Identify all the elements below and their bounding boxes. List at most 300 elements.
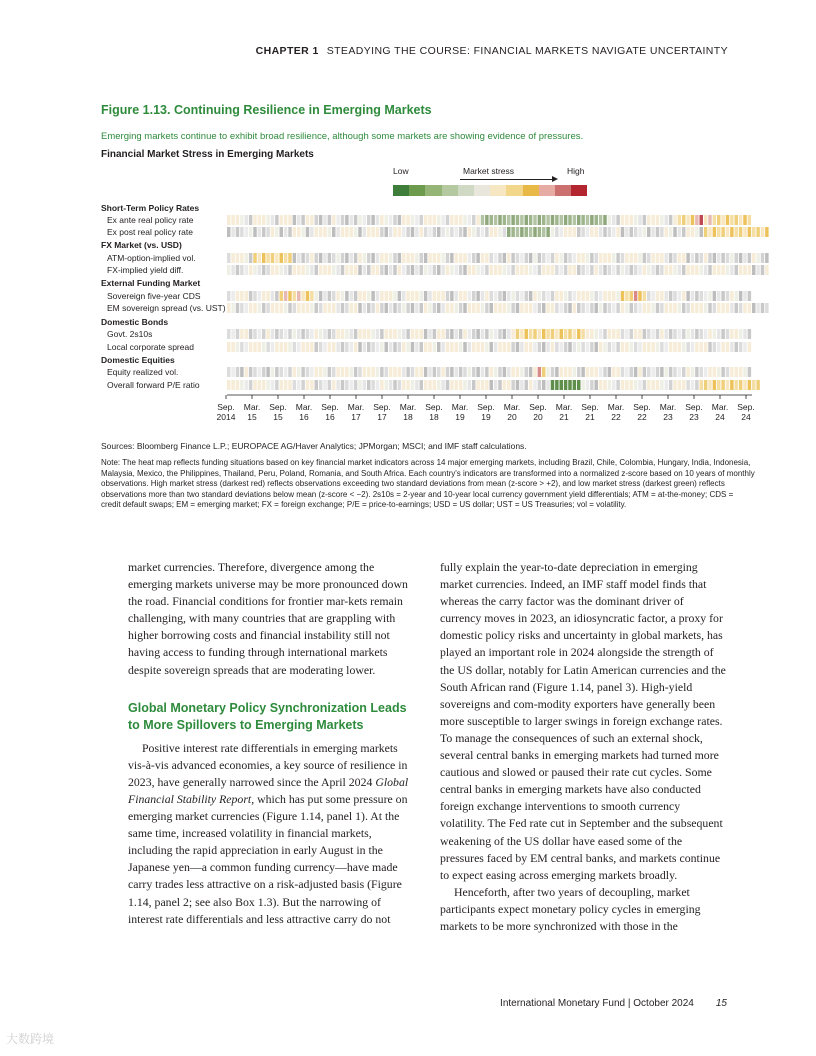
heatmap-cell bbox=[520, 329, 523, 339]
heatmap-cell bbox=[590, 265, 593, 275]
heatmap-cell bbox=[367, 253, 370, 263]
heatmap-cell bbox=[612, 303, 615, 313]
heatmap-cell bbox=[717, 291, 720, 301]
heatmap-cell bbox=[704, 215, 707, 225]
heatmap-cell bbox=[450, 215, 453, 225]
heatmap-cell bbox=[564, 329, 567, 339]
heatmap-cell bbox=[511, 265, 514, 275]
heatmap-cell bbox=[686, 380, 689, 390]
heatmap-cell bbox=[424, 329, 427, 339]
heatmap-cell bbox=[603, 253, 606, 263]
heatmap-cell bbox=[616, 291, 619, 301]
heatmap-cell bbox=[258, 291, 261, 301]
heatmap-cell bbox=[634, 342, 637, 352]
heatmap-cell bbox=[581, 380, 584, 390]
heatmap-cell bbox=[315, 291, 318, 301]
heatmap-cell bbox=[485, 291, 488, 301]
heatmap-cell bbox=[297, 265, 300, 275]
heatmap-cell bbox=[555, 291, 558, 301]
heatmap-cell bbox=[288, 329, 291, 339]
heatmap-cell bbox=[420, 215, 423, 225]
heatmap-cell bbox=[542, 380, 545, 390]
heatmap-cell bbox=[345, 342, 348, 352]
heatmap-cell bbox=[704, 227, 707, 237]
heatmap-cell bbox=[288, 303, 291, 313]
heatmap-cell bbox=[306, 227, 309, 237]
heatmap-cell bbox=[428, 303, 431, 313]
heatmap-cell bbox=[336, 380, 339, 390]
heatmap-cell bbox=[577, 227, 580, 237]
heatmap-cell bbox=[245, 253, 248, 263]
heatmap-cell bbox=[686, 227, 689, 237]
heatmap-cell bbox=[669, 227, 672, 237]
heatmap-cell bbox=[586, 329, 589, 339]
heatmap-cell bbox=[748, 291, 751, 301]
heatmap-cell bbox=[275, 303, 278, 313]
heatmap-cell bbox=[319, 367, 322, 377]
heatmap-cell bbox=[503, 380, 506, 390]
heatmap-cell bbox=[323, 367, 326, 377]
heatmap-cell bbox=[258, 227, 261, 237]
heatmap-cell bbox=[756, 227, 759, 237]
heatmap-cell bbox=[341, 265, 344, 275]
heatmap-cell bbox=[634, 380, 637, 390]
heatmap-cell bbox=[323, 227, 326, 237]
heatmap-cell bbox=[730, 265, 733, 275]
heatmap-cell bbox=[651, 367, 654, 377]
heatmap-cell bbox=[284, 303, 287, 313]
heatmap-cell bbox=[630, 380, 633, 390]
heatmap-cell bbox=[625, 253, 628, 263]
heatmap-cell bbox=[520, 380, 523, 390]
heatmap-cell bbox=[437, 342, 440, 352]
heatmap-cell bbox=[638, 215, 641, 225]
heatmap-cell bbox=[288, 215, 291, 225]
x-tick-month: Mar. bbox=[607, 402, 625, 412]
heatmap-cell bbox=[678, 329, 681, 339]
heatmap-cell bbox=[258, 367, 261, 377]
heatmap-cell bbox=[367, 367, 370, 377]
heatmap-cell bbox=[568, 253, 571, 263]
heatmap-cell bbox=[686, 329, 689, 339]
heatmap-cell bbox=[371, 265, 374, 275]
heatmap-cell bbox=[411, 215, 414, 225]
heatmap-cell bbox=[651, 329, 654, 339]
heatmap-cell bbox=[468, 329, 471, 339]
heatmap-cell bbox=[380, 265, 383, 275]
heatmap-cell bbox=[577, 380, 580, 390]
heatmap-cell bbox=[446, 253, 449, 263]
heatmap-cell bbox=[433, 215, 436, 225]
row-label: Govt. 2s10s bbox=[107, 329, 153, 339]
heatmap-cell bbox=[345, 303, 348, 313]
row-label: FX-implied yield diff. bbox=[107, 265, 184, 275]
heatmap-cell bbox=[546, 215, 549, 225]
heatmap-cell bbox=[612, 253, 615, 263]
heatmap-cell bbox=[301, 329, 304, 339]
heatmap-cell bbox=[752, 265, 755, 275]
heatmap-cell bbox=[363, 329, 366, 339]
heatmap-cell bbox=[441, 303, 444, 313]
heatmap-cell bbox=[490, 227, 493, 237]
heatmap-cell bbox=[468, 342, 471, 352]
legend-stress-label: Market stress bbox=[463, 166, 515, 176]
heatmap-cell bbox=[630, 367, 633, 377]
heatmap-cell bbox=[437, 303, 440, 313]
heatmap-cell bbox=[516, 367, 519, 377]
heatmap-cell bbox=[350, 215, 353, 225]
heatmap-cell bbox=[490, 253, 493, 263]
figure-subtitle: Emerging markets continue to exhibit broad resilience, although some markets are showing evidence of pressures. bbox=[101, 131, 584, 142]
heatmap-cell bbox=[332, 265, 335, 275]
heatmap-cell bbox=[463, 342, 466, 352]
heatmap-cell bbox=[490, 329, 493, 339]
heatmap-cell bbox=[700, 265, 703, 275]
heatmap-cell bbox=[385, 253, 388, 263]
paragraph bbox=[128, 740, 418, 928]
heatmap-cell bbox=[695, 367, 698, 377]
heatmap-cell bbox=[630, 265, 633, 275]
heatmap-cell bbox=[253, 227, 256, 237]
heatmap-cell bbox=[389, 265, 392, 275]
heatmap-cell bbox=[713, 380, 716, 390]
heatmap-cell bbox=[643, 227, 646, 237]
heatmap-cell bbox=[595, 329, 598, 339]
heatmap-cell bbox=[647, 342, 650, 352]
chapter-title: STEADYING THE COURSE: FINANCIAL MARKETS NAVIGATE UNCERTAINTY bbox=[326, 45, 728, 57]
heatmap-cell bbox=[332, 215, 335, 225]
heatmap-cell bbox=[564, 215, 567, 225]
heatmap-cell bbox=[288, 342, 291, 352]
heatmap-cell bbox=[739, 227, 742, 237]
heatmap-cell bbox=[546, 227, 549, 237]
heatmap-cell bbox=[651, 265, 654, 275]
heatmap-cell bbox=[437, 329, 440, 339]
heatmap-cell bbox=[555, 367, 558, 377]
heatmap-cell bbox=[280, 380, 283, 390]
heatmap-cell bbox=[739, 253, 742, 263]
heatmap-cell bbox=[621, 265, 624, 275]
chart-title: Financial Market Stress in Emerging Markets bbox=[101, 149, 314, 160]
heatmap-cell bbox=[231, 329, 234, 339]
heatmap-cell bbox=[319, 291, 322, 301]
heatmap-cell bbox=[354, 380, 357, 390]
x-tick-year: 19 bbox=[481, 412, 491, 422]
x-tick-month: Sep. bbox=[217, 402, 235, 412]
heatmap-cell bbox=[420, 291, 423, 301]
heatmap-cell bbox=[586, 253, 589, 263]
heatmap-cell bbox=[529, 227, 532, 237]
heatmap-cell bbox=[472, 227, 475, 237]
heatmap-cell bbox=[227, 291, 230, 301]
heatmap-cell bbox=[385, 342, 388, 352]
heatmap-cell bbox=[411, 253, 414, 263]
heatmap-cell bbox=[459, 303, 462, 313]
heatmap-cell bbox=[721, 253, 724, 263]
heatmap-cell bbox=[433, 265, 436, 275]
heatmap-cell bbox=[730, 253, 733, 263]
heatmap-cell bbox=[555, 342, 558, 352]
heatmap-cell bbox=[682, 265, 685, 275]
heatmap-cell bbox=[765, 253, 768, 263]
heatmap-cell bbox=[315, 227, 318, 237]
heatmap-cell bbox=[634, 367, 637, 377]
heatmap-cell bbox=[643, 291, 646, 301]
heatmap-cell bbox=[551, 303, 554, 313]
heatmap-cell bbox=[341, 367, 344, 377]
x-tick-year: 21 bbox=[585, 412, 595, 422]
heatmap-cell bbox=[310, 367, 313, 377]
heatmap-cell bbox=[568, 227, 571, 237]
heatmap-cell bbox=[520, 367, 523, 377]
heatmap-cell bbox=[665, 253, 668, 263]
paragraph-text: Positive interest rate differentials in emerging markets vis-à-vis advanced economies, a key source of resilience in 2023, have generally narrowed since the April 2024 bbox=[128, 740, 408, 789]
heatmap-cell bbox=[468, 367, 471, 377]
heatmap-cell bbox=[608, 329, 611, 339]
heatmap-cell bbox=[647, 253, 650, 263]
heatmap-cell bbox=[481, 215, 484, 225]
heatmap-cell bbox=[708, 227, 711, 237]
heatmap-cell bbox=[739, 342, 742, 352]
heatmap-cell bbox=[752, 253, 755, 263]
heatmap-cell bbox=[288, 253, 291, 263]
heatmap-cell bbox=[739, 265, 742, 275]
group-label: External Funding Market bbox=[101, 278, 201, 288]
heatmap-cell bbox=[643, 329, 646, 339]
heatmap-cell bbox=[288, 380, 291, 390]
heatmap-cell bbox=[538, 215, 541, 225]
x-tick-month: Mar. bbox=[347, 402, 365, 412]
heatmap-cell bbox=[424, 367, 427, 377]
heatmap-cell bbox=[389, 215, 392, 225]
heatmap-cell bbox=[568, 367, 571, 377]
heatmap-cell bbox=[398, 380, 401, 390]
heatmap-cell bbox=[306, 380, 309, 390]
heatmap-cell bbox=[511, 291, 514, 301]
heatmap-cell bbox=[481, 227, 484, 237]
heatmap-cell bbox=[625, 380, 628, 390]
heatmap-cell bbox=[516, 253, 519, 263]
heatmap-cell bbox=[525, 329, 528, 339]
heatmap-cell bbox=[411, 329, 414, 339]
heatmap-cell bbox=[577, 342, 580, 352]
heatmap-cell bbox=[249, 342, 252, 352]
heatmap-cell bbox=[481, 253, 484, 263]
heatmap-cell bbox=[441, 291, 444, 301]
heatmap-cell bbox=[446, 227, 449, 237]
heatmap-cell bbox=[564, 253, 567, 263]
heatmap-cell bbox=[341, 215, 344, 225]
heatmap-cell bbox=[516, 329, 519, 339]
heatmap-cell bbox=[529, 380, 532, 390]
heatmap-cell bbox=[262, 303, 265, 313]
heatmap-cell bbox=[721, 291, 724, 301]
heatmap-cell bbox=[529, 329, 532, 339]
heatmap-cell bbox=[669, 303, 672, 313]
heatmap-cell bbox=[691, 342, 694, 352]
heatmap-cell bbox=[564, 303, 567, 313]
heatmap-cell bbox=[494, 265, 497, 275]
heatmap-cell bbox=[336, 303, 339, 313]
heatmap-cell bbox=[551, 380, 554, 390]
heatmap-cell bbox=[385, 291, 388, 301]
heatmap-cell bbox=[726, 215, 729, 225]
heatmap-cell bbox=[573, 380, 576, 390]
heatmap-cell bbox=[406, 329, 409, 339]
heatmap-cell bbox=[625, 329, 628, 339]
heatmap-cell bbox=[358, 380, 361, 390]
heatmap-cell bbox=[656, 253, 659, 263]
heatmap-cell bbox=[704, 303, 707, 313]
heatmap-cell bbox=[441, 227, 444, 237]
heatmap-cell bbox=[564, 342, 567, 352]
heatmap-cell bbox=[507, 380, 510, 390]
heatmap-cell bbox=[253, 265, 256, 275]
heatmap-cell bbox=[525, 367, 528, 377]
heatmap-cell bbox=[542, 265, 545, 275]
heatmap-cell bbox=[660, 291, 663, 301]
heatmap-cell bbox=[616, 215, 619, 225]
heatmap-cell bbox=[389, 367, 392, 377]
heatmap-cell bbox=[310, 291, 313, 301]
heatmap-cell bbox=[621, 303, 624, 313]
heatmap-cell bbox=[293, 303, 296, 313]
heatmap-cell bbox=[284, 215, 287, 225]
heatmap-cell bbox=[490, 303, 493, 313]
heatmap-cell bbox=[691, 380, 694, 390]
heatmap-cell bbox=[761, 265, 764, 275]
heatmap-cell bbox=[415, 227, 418, 237]
heatmap-cell bbox=[599, 265, 602, 275]
heatmap-cell bbox=[459, 367, 462, 377]
heatmap-cell bbox=[695, 253, 698, 263]
heatmap-cell bbox=[433, 367, 436, 377]
heatmap-cell bbox=[735, 329, 738, 339]
heatmap-cell bbox=[525, 380, 528, 390]
heatmap-cell bbox=[433, 380, 436, 390]
heatmap-cell bbox=[726, 291, 729, 301]
heatmap-cell bbox=[643, 367, 646, 377]
heatmap-cell bbox=[345, 380, 348, 390]
x-tick-year: 22 bbox=[611, 412, 621, 422]
heatmap-cell bbox=[647, 367, 650, 377]
x-tick-month: Sep. bbox=[321, 402, 339, 412]
heatmap-cell bbox=[616, 367, 619, 377]
heatmap-cell bbox=[398, 291, 401, 301]
heatmap-cell bbox=[341, 303, 344, 313]
heatmap-cell bbox=[634, 265, 637, 275]
heatmap-cell bbox=[660, 367, 663, 377]
heatmap-cell bbox=[542, 291, 545, 301]
heatmap-cell bbox=[315, 342, 318, 352]
heatmap-cell bbox=[284, 342, 287, 352]
heatmap-cell bbox=[665, 380, 668, 390]
heatmap-cell bbox=[437, 265, 440, 275]
heatmap-cell bbox=[533, 367, 536, 377]
heatmap-cell bbox=[695, 342, 698, 352]
heatmap-cell bbox=[730, 227, 733, 237]
heatmap-cell bbox=[678, 303, 681, 313]
heatmap-cell bbox=[253, 329, 256, 339]
heatmap-cell bbox=[266, 380, 269, 390]
heatmap-cell bbox=[332, 253, 335, 263]
heatmap-cell bbox=[323, 215, 326, 225]
heatmap-cell bbox=[735, 367, 738, 377]
heatmap-cell bbox=[595, 303, 598, 313]
heatmap-cell bbox=[730, 329, 733, 339]
heatmap-cell bbox=[402, 227, 405, 237]
heatmap-cell bbox=[301, 303, 304, 313]
heatmap-cell bbox=[603, 227, 606, 237]
heatmap-cell bbox=[678, 265, 681, 275]
heatmap-cell bbox=[726, 265, 729, 275]
heatmap-cell bbox=[420, 380, 423, 390]
heatmap-cell bbox=[498, 227, 501, 237]
heatmap-cell bbox=[721, 367, 724, 377]
heatmap-cell bbox=[608, 380, 611, 390]
heatmap-cell bbox=[599, 291, 602, 301]
heatmap-cell bbox=[341, 253, 344, 263]
heatmap-cell bbox=[227, 367, 230, 377]
heatmap-cell bbox=[590, 215, 593, 225]
heatmap-cell bbox=[660, 265, 663, 275]
heatmap-cell bbox=[665, 367, 668, 377]
heatmap-cell bbox=[608, 265, 611, 275]
heatmap-cell bbox=[310, 265, 313, 275]
heatmap-cell bbox=[319, 253, 322, 263]
heatmap-cell bbox=[275, 227, 278, 237]
heatmap-cell bbox=[450, 253, 453, 263]
heatmap-cell bbox=[573, 291, 576, 301]
heatmap-cell bbox=[726, 227, 729, 237]
heatmap-cell bbox=[612, 367, 615, 377]
heatmap-cell bbox=[581, 342, 584, 352]
heatmap-cell bbox=[354, 265, 357, 275]
heatmap-cell bbox=[656, 265, 659, 275]
heatmap-cell bbox=[708, 367, 711, 377]
heatmap-cell bbox=[481, 291, 484, 301]
x-tick-month: Mar. bbox=[503, 402, 521, 412]
heatmap-cell bbox=[468, 291, 471, 301]
heatmap-cell bbox=[463, 329, 466, 339]
heatmap-cell bbox=[643, 253, 646, 263]
heatmap-cell bbox=[581, 265, 584, 275]
heatmap-cell bbox=[555, 265, 558, 275]
heatmap-cell bbox=[463, 227, 466, 237]
heatmap-cell bbox=[262, 329, 265, 339]
heatmap-cell bbox=[713, 253, 716, 263]
heatmap-cell bbox=[415, 253, 418, 263]
heatmap-cell bbox=[730, 291, 733, 301]
heatmap-cell bbox=[538, 303, 541, 313]
heatmap-cell bbox=[249, 303, 252, 313]
heatmap-cell bbox=[376, 329, 379, 339]
heatmap-cell bbox=[485, 215, 488, 225]
heatmap-cell bbox=[555, 215, 558, 225]
heatmap-cell bbox=[402, 367, 405, 377]
heatmap-cell bbox=[406, 303, 409, 313]
heatmap-cell bbox=[402, 329, 405, 339]
heatmap-cell bbox=[367, 265, 370, 275]
heatmap-cell bbox=[673, 303, 676, 313]
heatmap-cell bbox=[306, 291, 309, 301]
heatmap-cell bbox=[420, 342, 423, 352]
x-tick-year: 15 bbox=[247, 412, 257, 422]
heatmap-cell bbox=[739, 329, 742, 339]
heatmap-cell bbox=[533, 227, 536, 237]
heatmap-cell bbox=[525, 215, 528, 225]
x-tick-year: 21 bbox=[559, 412, 569, 422]
